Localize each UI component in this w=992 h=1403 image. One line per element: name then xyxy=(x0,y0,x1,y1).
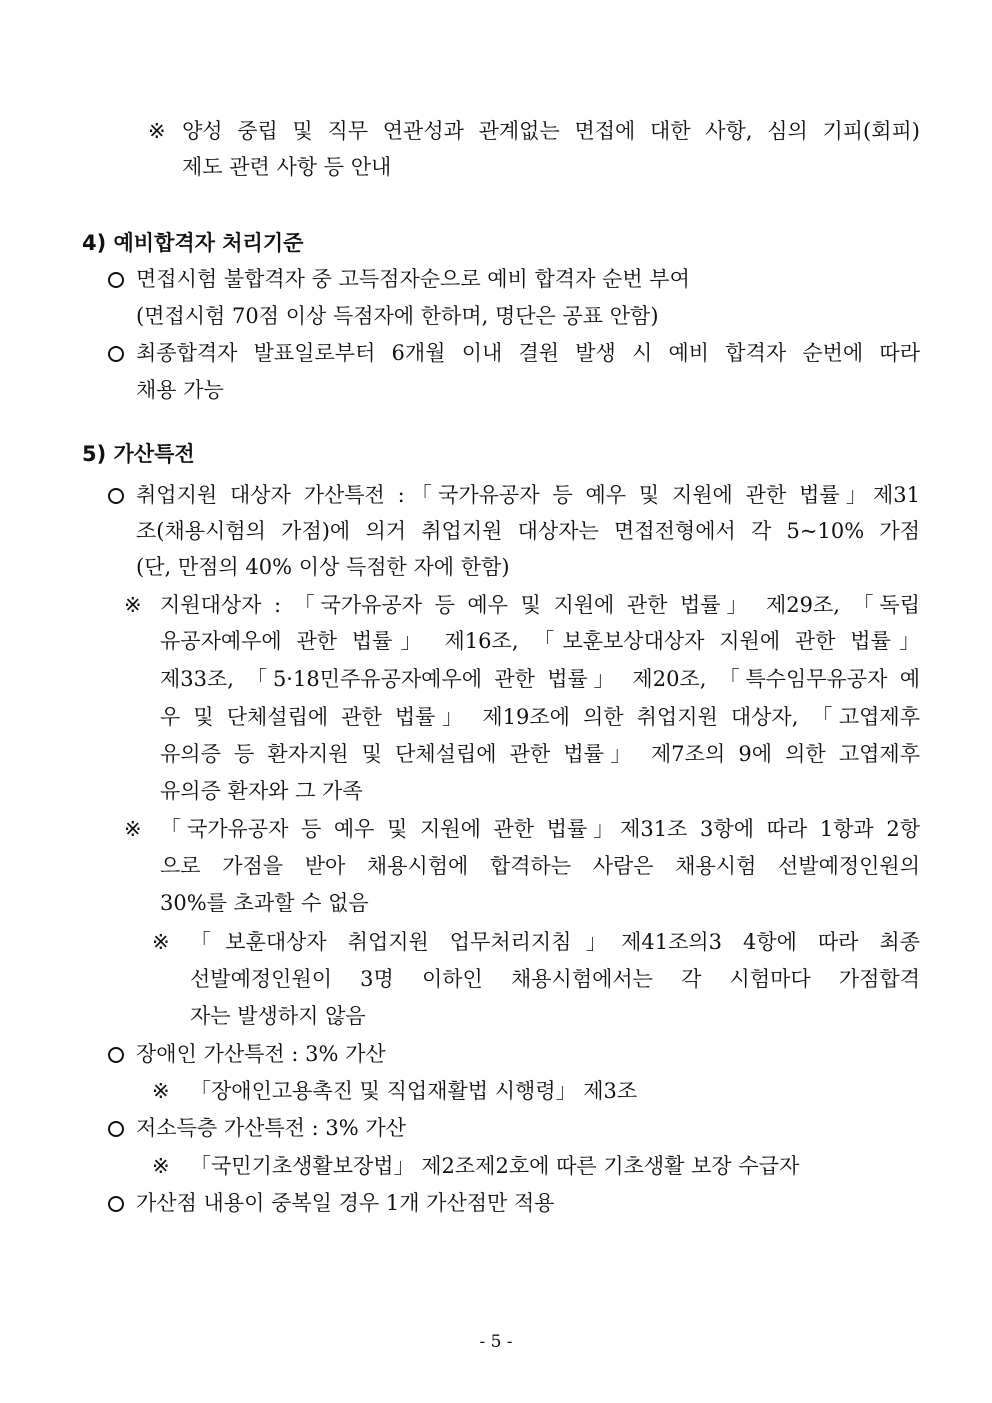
section4-heading: 4) 예비합격자 처리기준 xyxy=(82,231,304,255)
s5-n5: 「국민기초생활보장법」 제2조제2호에 따른 기초생활 보장 수급자 xyxy=(190,1154,800,1178)
note-top-line1: 양성 중립 및 직무 연관성과 관계없는 면접에 대한 사항, 심의 기피(회피) xyxy=(182,119,920,143)
bullet-circle-icon xyxy=(108,1196,124,1212)
s5-b2: 장애인 가산특전 : 3% 가산 xyxy=(136,1042,386,1066)
s5-b4: 가산점 내용이 중복일 경우 1개 가산점만 적용 xyxy=(136,1191,555,1215)
s5-b1-line2: 조(채용시험의 가점)에 의거 취업지원 대상자는 면접전형에서 각 5~10% 가점 xyxy=(136,519,920,543)
note-mark: ※ xyxy=(152,930,170,954)
note-mark: ※ xyxy=(124,817,142,841)
s5-n3-line1: 「보훈대상자 취업지원 업무처리지침」제41조의3 4항에 따라 최종 xyxy=(190,930,920,954)
s5-b3: 저소득층 가산특전 : 3% 가산 xyxy=(136,1116,406,1140)
s5-n1-line6: 유의증 환자와 그 가족 xyxy=(160,779,363,803)
page-number: - 5 - xyxy=(479,1332,513,1352)
bullet-circle-icon xyxy=(108,1047,124,1063)
note-top-line2: 제도 관련 사항 등 안내 xyxy=(182,155,392,179)
note-mark: ※ xyxy=(152,1079,170,1103)
note-mark: ※ xyxy=(148,119,166,143)
s4-b1-line1: 면접시험 불합격자 중 고득점자순으로 예비 합격자 순번 부여 xyxy=(136,267,690,291)
s5-n2-line2: 으로 가점을 받아 채용시험에 합격하는 사람은 채용시험 선발예정인원의 xyxy=(160,854,920,878)
bullet-circle-icon xyxy=(108,272,124,288)
s4-b2-line1: 최종합격자 발표일로부터 6개월 이내 결원 발생 시 예비 합격자 순번에 따라 xyxy=(136,341,920,365)
s5-n1-line3: 제33조, 「5·18민주유공자예우에 관한 법률」 제20조, 「특수임무유공자 예 xyxy=(160,667,920,691)
bullet-circle-icon xyxy=(108,346,124,362)
s4-b1-line2: (면접시험 70점 이상 득점자에 한하며, 명단은 공표 안함) xyxy=(136,304,659,328)
note-mark: ※ xyxy=(152,1154,170,1178)
s4-b2-line2: 채용 가능 xyxy=(136,378,224,402)
s5-n3-line2: 선발예정인원이 3명 이하인 채용시험에서는 각 시험마다 가점합격 xyxy=(190,967,920,991)
note-mark: ※ xyxy=(124,593,142,617)
section5-heading: 5) 가산특전 xyxy=(82,442,195,466)
bullet-circle-icon xyxy=(108,488,124,504)
s5-n2-line3: 30%를 초과할 수 없음 xyxy=(160,891,369,915)
s5-n1-line1: 지원대상자 : 「국가유공자 등 예우 및 지원에 관한 법률」 제29조, 「독립 xyxy=(160,593,920,617)
s5-n4: 「장애인고용촉진 및 직업재활법 시행령」 제3조 xyxy=(190,1079,638,1103)
s5-n1-line2: 유공자예우에 관한 법률」 제16조, 「보훈보상대상자 지원에 관한 법률」 xyxy=(160,629,920,653)
s5-b1-line1: 취업지원 대상자 가산특전 :「국가유공자 등 예우 및 지원에 관한 법률」제31 xyxy=(136,483,920,507)
s5-n2-line1: 「국가유공자 등 예우 및 지원에 관한 법률」제31조 3항에 따라 1항과 2항 xyxy=(160,817,920,841)
s5-n1-line5: 유의증 등 환자지원 및 단체설립에 관한 법률」 제7조의 9에 의한 고엽제후 xyxy=(160,742,920,766)
s5-n1-line4: 우 및 단체설립에 관한 법률」 제19조에 의한 취업지원 대상자, 「고엽제후 xyxy=(160,705,920,729)
s5-n3-line3: 자는 발생하지 않음 xyxy=(190,1004,366,1028)
s5-b1-line3: (단, 만점의 40% 이상 득점한 자에 한함) xyxy=(136,555,510,579)
bullet-circle-icon xyxy=(108,1121,124,1137)
